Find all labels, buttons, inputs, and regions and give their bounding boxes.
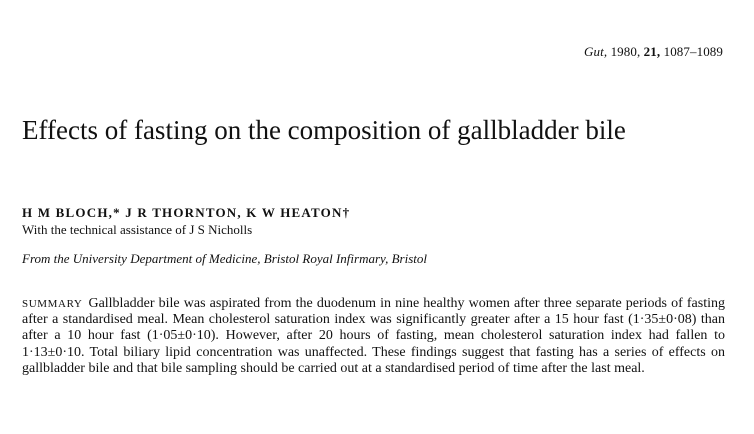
journal-name: Gut, [584, 44, 608, 59]
page-range: 1087–1089 [663, 44, 723, 59]
summary-label: SUMMARY [22, 298, 83, 310]
author-affiliation: From the University Department of Medicine, Bristol Royal Infirmary, Bristol [22, 251, 427, 266]
summary-text: Gallbladder bile was aspirated from the duodenum in nine healthy women after three separate periods of fasting after a standardised meal. Mean cholesterol saturation index was significantly greater after a 15 hour fast (1·35±0·08) than after a 10 hour fast (1·05±0·10). However, after 20 hours of fasting, mean cholesterol saturation index had fallen to 1·13±0·10. Total biliary lipid concentration was unaffected. These findings suggest that fasting has a series of effects on gallbladder bile and that bile sampling should be carried out at a standardised period of time after the last meal. [22, 296, 725, 376]
publication-year: 1980, [610, 44, 641, 59]
journal-citation [584, 44, 723, 60]
technical-assistance-note: With the technical assistance of J S Nicholls [22, 222, 253, 237]
author-list: H M BLOCH,* J R THORNTON, K W HEATON† [22, 205, 351, 220]
article-title: Effects of fasting on the composition of gallbladder bile [22, 115, 626, 145]
abstract-summary [22, 296, 725, 377]
volume-number: 21, [643, 44, 661, 59]
